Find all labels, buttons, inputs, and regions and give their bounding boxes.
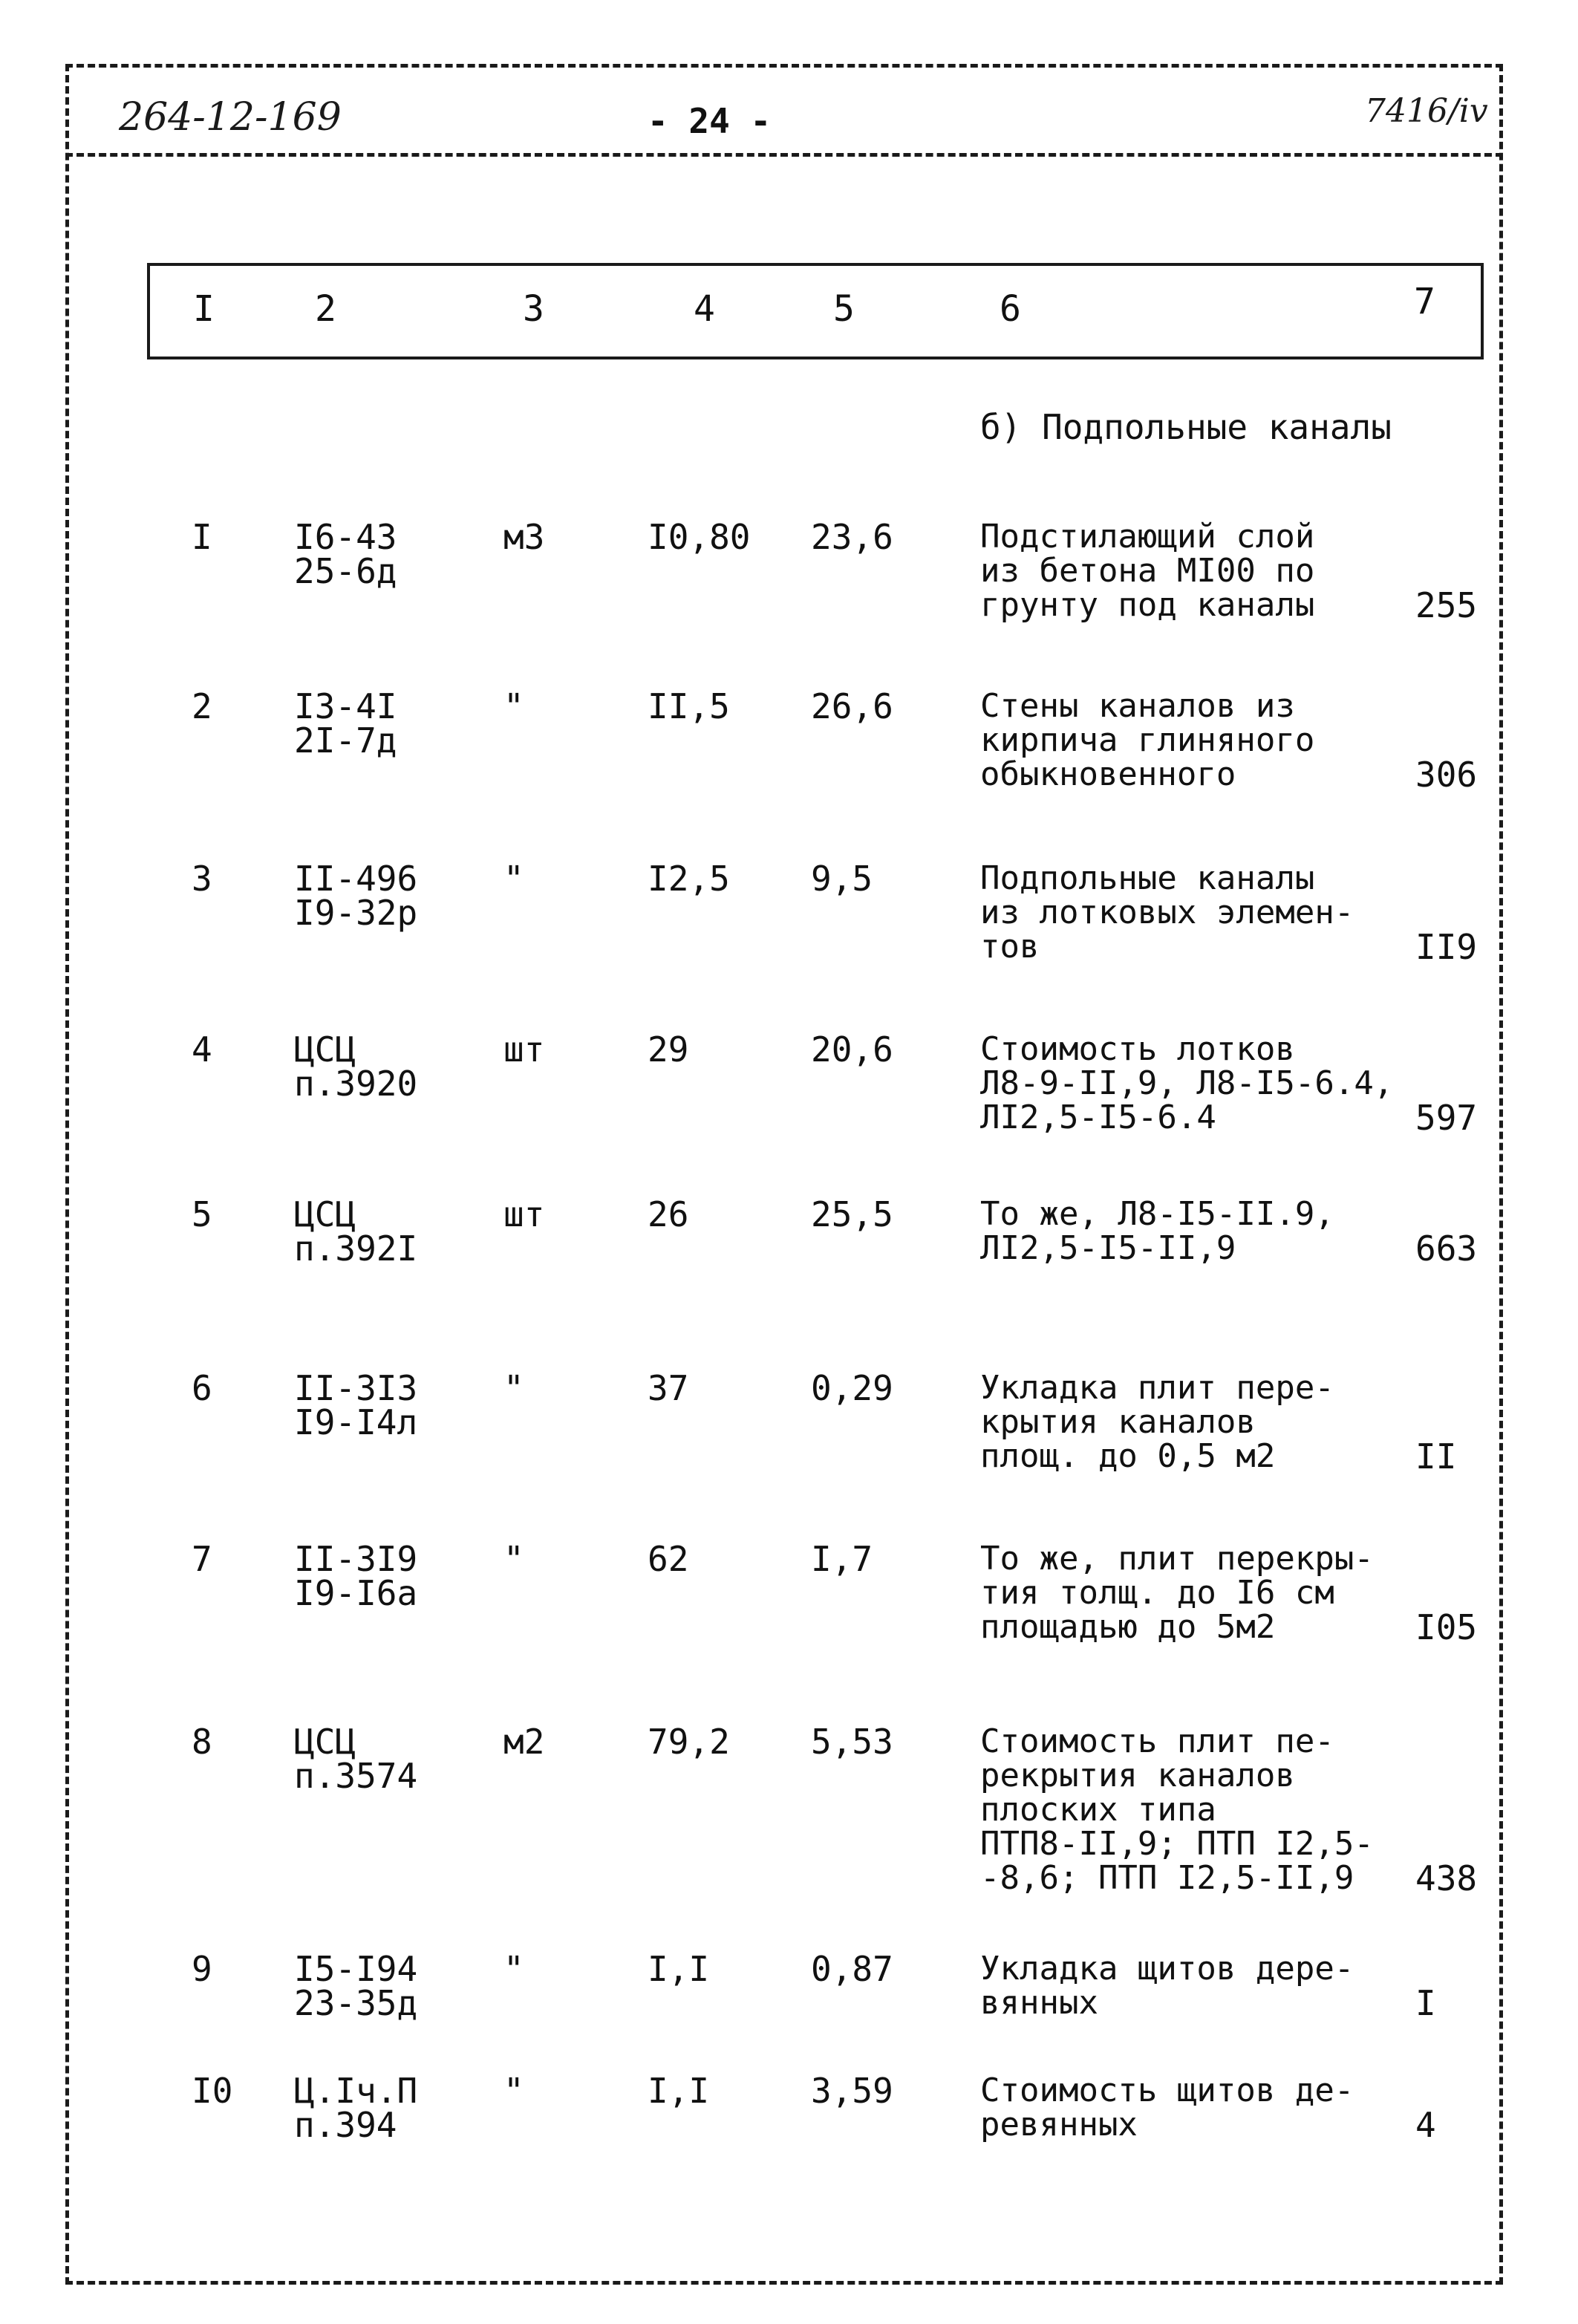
unit: м2 xyxy=(503,1722,545,1762)
quantity: I2,5 xyxy=(648,859,730,899)
total-cost: I05 xyxy=(1415,1607,1478,1647)
norm-code-line: I3-4I xyxy=(294,686,397,726)
row-number: 9 xyxy=(192,1949,212,1989)
work-description-line: из бетона МI00 по xyxy=(980,552,1315,590)
unit: " xyxy=(503,1368,524,1408)
unit: м3 xyxy=(503,517,545,557)
column-header-row xyxy=(147,263,1484,359)
unit-price: 0,29 xyxy=(811,1368,893,1408)
row-number: I xyxy=(192,517,212,557)
work-description-line: Стены каналов из xyxy=(980,687,1295,725)
work-description xyxy=(980,520,1314,622)
quantity: 37 xyxy=(648,1368,689,1408)
work-description-line: тов xyxy=(980,928,1040,966)
column-header: 6 xyxy=(1000,288,1021,330)
norm-code-line: п.3574 xyxy=(294,1756,418,1796)
work-description xyxy=(980,2071,1354,2144)
work-description-line: Подстилающий слой xyxy=(980,518,1315,556)
work-description-line: ревянных xyxy=(980,2106,1138,2144)
unit-price: 9,5 xyxy=(811,859,873,899)
norm-code xyxy=(294,1029,418,1104)
norm-code-line: II-3I9 xyxy=(294,1539,418,1579)
norm-code-line: Ц.Iч.П xyxy=(294,2071,418,2111)
work-description-line: -8,6; ПТП I2,5-II,9 xyxy=(980,1859,1354,1897)
norm-code-line: 2I-7д xyxy=(294,720,397,761)
work-description-line: То же, Л8-I5-II.9, xyxy=(980,1195,1334,1233)
norm-code xyxy=(294,686,397,761)
norm-code-line: 25-6д xyxy=(294,551,397,591)
work-description-line: Укладка щитов дере- xyxy=(980,1950,1354,1988)
unit-price: 25,5 xyxy=(811,1194,893,1234)
work-description-line: плоских типа xyxy=(980,1791,1216,1829)
row-number: 4 xyxy=(192,1029,212,1070)
work-description-line: Стоимость щитов де- xyxy=(980,2071,1354,2109)
work-description-line: кирпича глиняного xyxy=(980,721,1315,759)
norm-code-line: I9-I6а xyxy=(294,1573,418,1613)
quantity: 26 xyxy=(648,1194,689,1234)
work-description-line: грунту под каналы xyxy=(980,586,1315,624)
work-description xyxy=(980,1197,1334,1266)
norm-code-line: п.392I xyxy=(294,1228,418,1269)
unit: " xyxy=(503,2071,524,2111)
work-description-line: ЛI2,5-I5-II,9 xyxy=(980,1229,1236,1267)
unit: шт xyxy=(503,1029,545,1070)
doc-code: 264-12-169 xyxy=(119,95,342,140)
unit-price: 26,6 xyxy=(811,686,893,726)
norm-code-line: п.394 xyxy=(294,2105,397,2145)
work-description-line: Стоимость плит пе- xyxy=(980,1722,1334,1760)
header-divider xyxy=(65,153,1503,157)
total-cost: 255 xyxy=(1415,585,1478,625)
total-cost: 663 xyxy=(1415,1228,1478,1269)
quantity: 79,2 xyxy=(648,1722,730,1762)
norm-code xyxy=(294,2071,418,2145)
unit-price: 20,6 xyxy=(811,1029,893,1070)
norm-code-line: II-3I3 xyxy=(294,1368,418,1408)
row-number: 2 xyxy=(192,686,212,726)
unit: " xyxy=(503,1949,524,1989)
column-header: 3 xyxy=(523,288,544,330)
work-description-line: Стоимость лотков xyxy=(980,1030,1295,1068)
unit-price: I,7 xyxy=(811,1539,873,1579)
quantity: 62 xyxy=(648,1539,689,1579)
total-cost: II xyxy=(1415,1436,1457,1477)
work-description-line: обыкновенного xyxy=(980,755,1236,793)
work-description-line: из лотковых элемен- xyxy=(980,894,1354,931)
unit: " xyxy=(503,686,524,726)
norm-code xyxy=(294,1949,418,2023)
norm-code-line: ЦСЦ xyxy=(294,1722,356,1762)
norm-code-line: п.3920 xyxy=(294,1064,418,1104)
quantity: I,I xyxy=(648,2071,710,2111)
norm-code xyxy=(294,859,418,933)
column-header: 4 xyxy=(694,288,715,330)
work-description-line: ЛI2,5-I5-6.4 xyxy=(980,1098,1216,1136)
work-description-line: площадью до 5м2 xyxy=(980,1608,1276,1646)
total-cost: 597 xyxy=(1415,1098,1478,1138)
norm-code-line: I6-43 xyxy=(294,517,397,557)
work-description xyxy=(980,859,1354,966)
column-header: 7 xyxy=(1414,281,1435,322)
work-description-line: ПТП8-II,9; ПТП I2,5- xyxy=(980,1825,1374,1863)
row-number: 3 xyxy=(192,859,212,899)
section-title: б) Подпольные каналы xyxy=(980,407,1392,447)
work-description-line: Укладка плит пере- xyxy=(980,1369,1334,1407)
quantity: 29 xyxy=(648,1029,689,1070)
row-number: 6 xyxy=(192,1368,212,1408)
work-description-line: тия толщ. до I6 см xyxy=(980,1574,1334,1612)
work-description xyxy=(980,1542,1374,1644)
work-description-line: Подпольные каналы xyxy=(980,859,1315,897)
column-header: 5 xyxy=(833,288,855,330)
work-description-line: рекрытия каналов xyxy=(980,1757,1295,1794)
unit: " xyxy=(503,1539,524,1579)
total-cost: II9 xyxy=(1415,927,1478,967)
quantity: I,I xyxy=(648,1949,710,1989)
norm-code xyxy=(294,1194,418,1269)
norm-code-line: I5-I94 xyxy=(294,1949,418,1989)
total-cost: 438 xyxy=(1415,1858,1478,1898)
norm-code xyxy=(294,517,397,591)
norm-code xyxy=(294,1539,418,1613)
norm-code-line: I9-32р xyxy=(294,893,418,933)
unit-price: 5,53 xyxy=(811,1722,893,1762)
unit-price: 3,59 xyxy=(811,2071,893,2111)
work-description xyxy=(980,1371,1334,1474)
row-number: I0 xyxy=(192,2071,233,2111)
doc-ref: 7416/iv xyxy=(1365,92,1488,130)
row-number: 5 xyxy=(192,1194,212,1234)
norm-code-line: ЦСЦ xyxy=(294,1194,356,1234)
norm-code-line: II-496 xyxy=(294,859,418,899)
column-header: I xyxy=(193,288,215,330)
row-number: 7 xyxy=(192,1539,212,1579)
norm-code xyxy=(294,1368,418,1442)
unit: шт xyxy=(503,1194,545,1234)
unit: " xyxy=(503,859,524,899)
work-description xyxy=(980,689,1314,792)
unit-price: 23,6 xyxy=(811,517,893,557)
column-header: 2 xyxy=(315,288,336,330)
quantity: I0,80 xyxy=(648,517,751,557)
total-cost: 306 xyxy=(1415,755,1478,795)
quantity: II,5 xyxy=(648,686,730,726)
norm-code-line: 23-35д xyxy=(294,1983,418,2023)
total-cost: 4 xyxy=(1415,2105,1436,2145)
row-number: 8 xyxy=(192,1722,212,1762)
work-description-line: вянных xyxy=(980,1984,1098,2022)
total-cost: I xyxy=(1415,1983,1436,2023)
work-description-line: То же, плит перекры- xyxy=(980,1540,1374,1578)
norm-code xyxy=(294,1722,418,1796)
norm-code-line: ЦСЦ xyxy=(294,1029,356,1070)
norm-code-line: I9-I4л xyxy=(294,1402,418,1442)
work-description xyxy=(980,1952,1354,2020)
work-description-line: площ. до 0,5 м2 xyxy=(980,1437,1276,1475)
work-description xyxy=(980,1722,1374,1897)
page-number: - 24 - xyxy=(648,101,772,141)
work-description xyxy=(980,1032,1393,1135)
work-description-line: крытия каналов xyxy=(980,1403,1256,1441)
work-description-line: Л8-9-II,9, Л8-I5-6.4, xyxy=(980,1064,1394,1102)
unit-price: 0,87 xyxy=(811,1949,893,1989)
